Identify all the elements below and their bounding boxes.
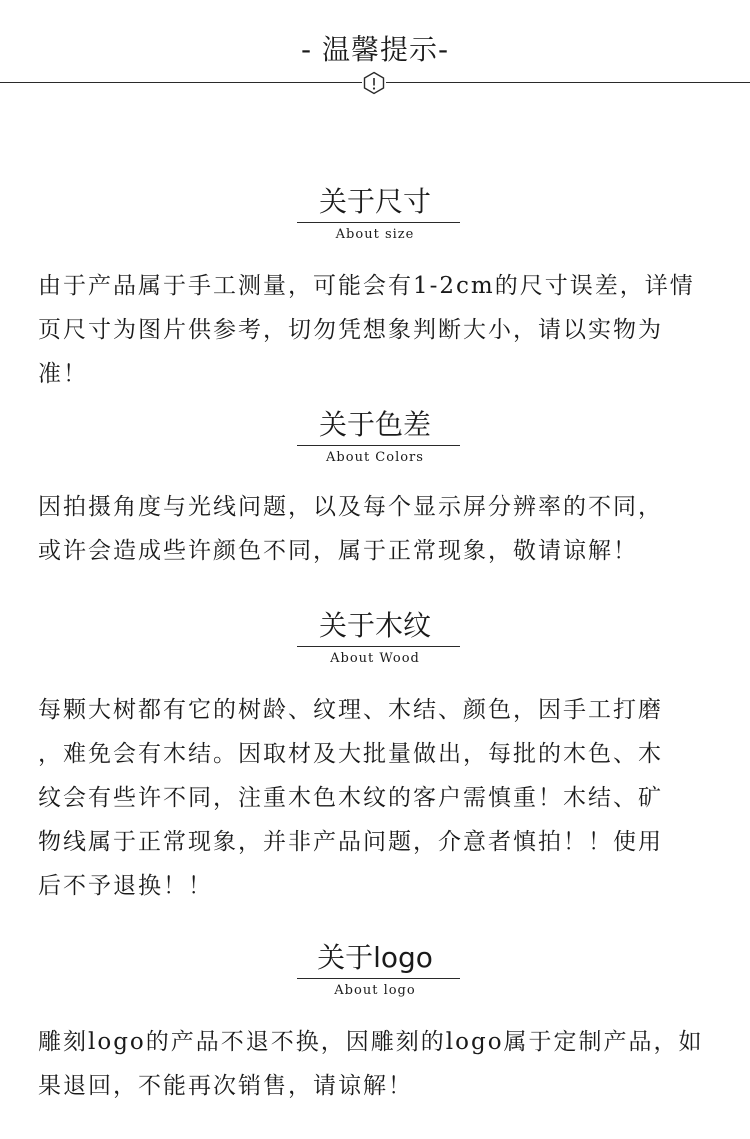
section-subtitle: About size: [335, 227, 415, 242]
section-title: 关于尺寸: [318, 185, 431, 218]
section-title: 关于logo: [317, 941, 433, 974]
section-subtitle: About Colors: [326, 450, 424, 465]
section-underline: [297, 222, 460, 223]
page-title: - 温馨提示-: [300, 33, 450, 66]
section-body: 雕刻logo的产品不退不换，因雕刻的logo属于定制产品，如 果退回，不能再次销售，请谅解！: [38, 1029, 704, 1099]
section-body: 每颗大树都有它的树龄、纹理、木结、颜色，因手工打磨 ，难免会有木结。因取材及大批量做出，每批的木色、木 纹会有些许不同，注重木色木纹的客户需慎重！木结、矿 物线属于正常现象，并非产品问题，介意者慎拍！！使用 后不予退换！！: [38, 697, 663, 899]
section-title: 关于木纹: [318, 609, 431, 642]
section-underline: [297, 646, 460, 647]
section-subtitle: About logo: [334, 983, 416, 998]
section-title: 关于色差: [318, 408, 431, 441]
section-body: 由于产品属于手工测量，可能会有1-2cm的尺寸误差，详情 页尺寸为图片供参考，切勿凭想象判断大小，请以实物为 准！: [38, 273, 695, 387]
section-body: 因拍摄角度与光线问题，以及每个显示屏分辨率的不同， 或许会造成些许颜色不同，属于正常现象，敬请谅解！: [38, 494, 663, 564]
exclamation-hexagon-icon: [362, 71, 386, 95]
section-subtitle: About Wood: [330, 651, 420, 666]
section-underline: [297, 445, 460, 446]
section-underline: [297, 978, 460, 979]
